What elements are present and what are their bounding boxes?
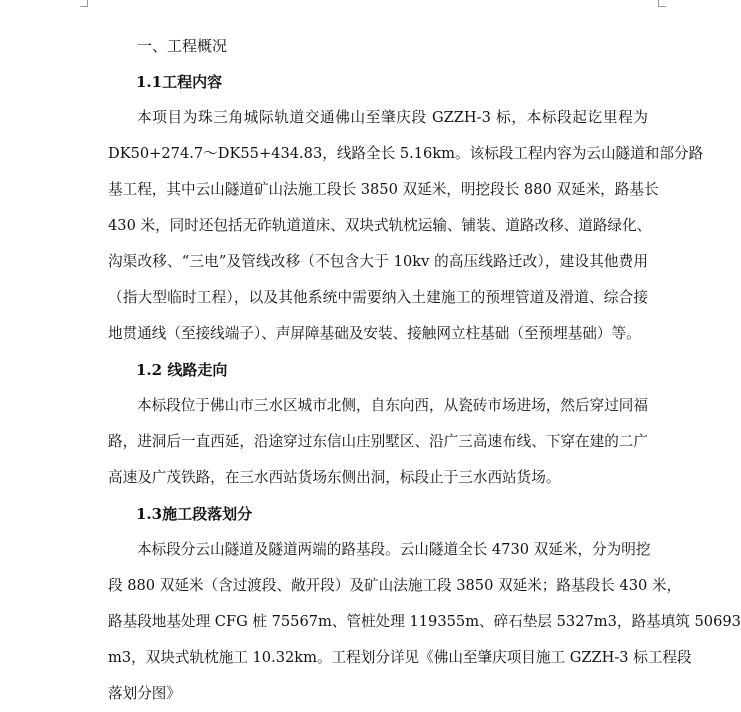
paragraph-line: 地贯通线（至接线端子）、声屏障基础及安装、接触网立柱基础（至预埋基础）等。 — [108, 325, 641, 342]
paragraph-line: 路基段地基处理 CFG 桩 75567m、管桩处理 119355m、碎石垫层 5327m3，路基填筑 50693 — [108, 613, 741, 630]
paragraph-line: 段 880 双延米（含过渡段、敞开段）及矿山法施工段 3850 双延米；路基段长 430 米， — [108, 577, 682, 594]
paragraph-line: 落划分图》 — [108, 685, 181, 702]
paragraph-line: 高速及广茂铁路，在三水西站货场东侧出洞，标段止于三水西站货场。 — [108, 469, 561, 486]
paragraph-line: DK50+274.7～DK55+434.83，线路全长 5.16km。该标段工程内容为云山隧道和部分路 — [108, 145, 704, 162]
paragraph-line: （指大型临时工程），以及其他系统中需要纳入土建施工的预埋管道及滑道、综合接 — [108, 289, 648, 306]
paragraph-line: 基工程，其中云山隧道矿山法施工段长 3850 双延米，明挖段长 880 双延米，路基长 — [108, 181, 659, 198]
section-title: 一、工程概况 — [137, 37, 228, 55]
paragraph-line: 本标段分云山隧道及隧道两端的路基段。云山隧道全长 4730 双延米，分为明挖 — [137, 541, 651, 558]
heading-1-3: 1.3施工段落划分 — [136, 505, 253, 523]
heading-1-2: 1.2 线路走向 — [136, 361, 228, 379]
heading-1-1: 1.1工程内容 — [136, 73, 223, 91]
paragraph-line: 路，进洞后一直西延，沿途穿过东信山庄别墅区、沿广三高速布线、下穿在建的二广 — [108, 433, 648, 450]
paragraph-line: 本项目为珠三角城际轨道交通佛山至肇庆段 GZZH-3 标，本标段起讫里程为 — [137, 109, 648, 126]
paragraph-line: m3，双块式轨枕施工 10.32km。工程划分详见《佛山至肇庆项目施工 GZZH-3 标工程段 — [108, 649, 692, 666]
paragraph-line: 沟渠改移、“三电”及管线改移（不包含大于 10kv 的高压线路迁改），建设其他费用 — [108, 253, 648, 270]
crop-mark-top-right-horizontal — [658, 6, 666, 7]
paragraph-line: 430 米，同时还包括无砟轨道道床、双块式轨枕运输、铺装、道路改移、道路绿化、 — [108, 217, 652, 234]
document-body[interactable] — [108, 28, 741, 712]
crop-mark-top-left-horizontal — [80, 6, 88, 7]
paragraph-line: 本标段位于佛山市三水区城市北侧，自东向西，从瓷砖市场进场，然后穿过同福 — [137, 397, 648, 414]
